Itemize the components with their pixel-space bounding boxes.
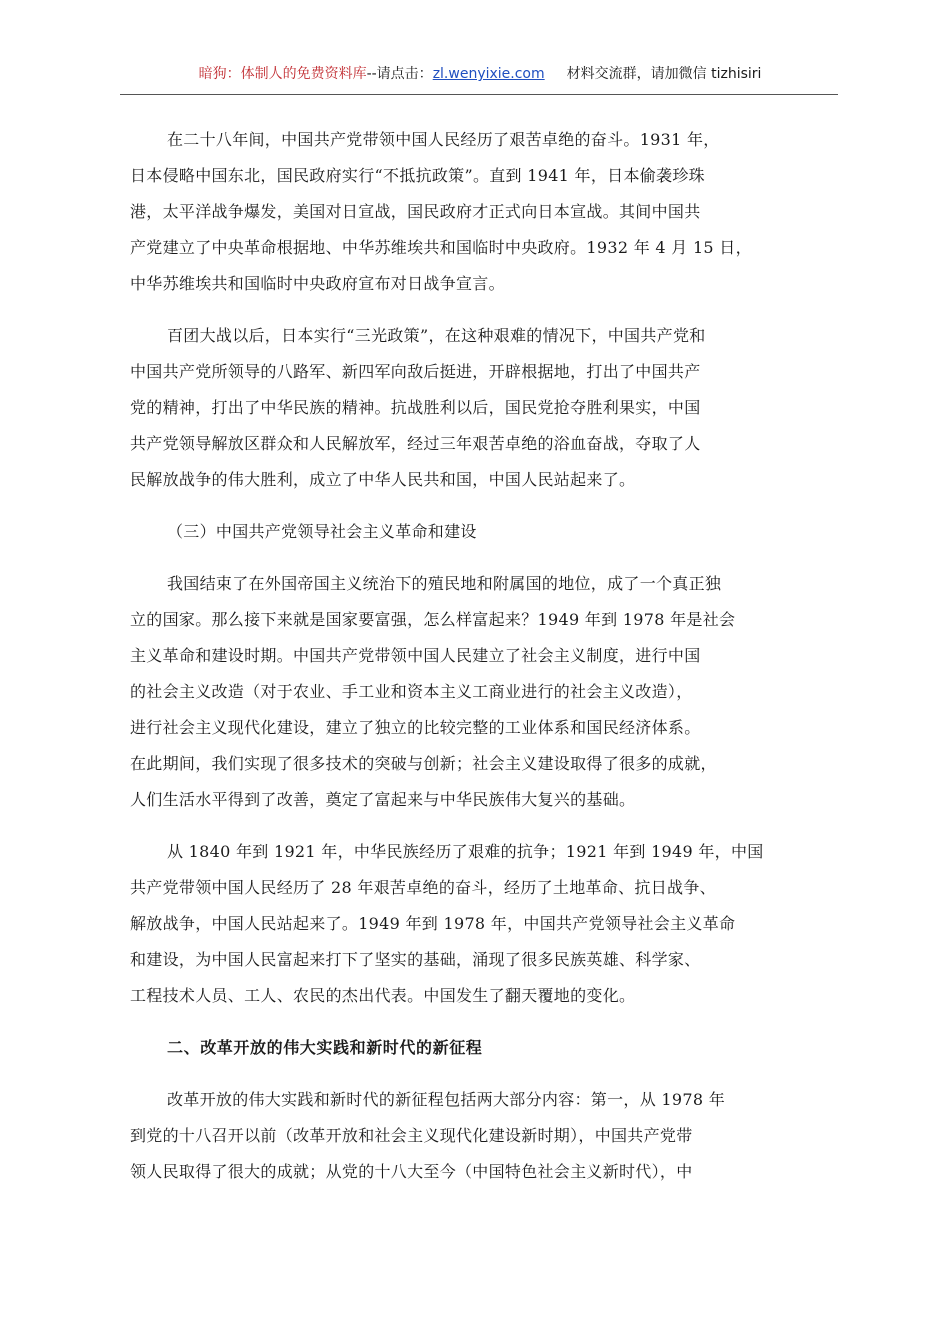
text-line: 和建设，为中国人民富起来打下了坚实的基础，涌现了很多民族英雄、科学家、 <box>130 950 701 969</box>
text-line: 人们生活水平得到了改善，奠定了富起来与中华民族伟大复兴的基础。 <box>130 790 636 809</box>
wechat-contact: 材料交流群，请加微信 tizhisiri <box>566 66 762 82</box>
document-body <box>130 122 830 1190</box>
text-line: 二、改革开放的伟大实践和新时代的新征程 <box>167 1038 483 1057</box>
text-line: 百团大战以后，日本实行“三光政策”，在这种艰难的情况下，中国共产党和 <box>167 326 706 345</box>
text-line: 共产党领导解放区群众和人民解放军，经过三年艰苦卓绝的浴血奋战，夺取了人 <box>130 434 701 453</box>
subsection-heading <box>130 514 830 550</box>
paragraph <box>130 566 830 818</box>
text-line: 工程技术人员、工人、农民的杰出代表。中国发生了翻天覆地的变化。 <box>130 986 636 1005</box>
paragraph-gap <box>130 550 830 566</box>
paragraph <box>130 1082 830 1190</box>
site-name: 暗狗：体制人的免费资料库 <box>198 66 367 82</box>
text-line: 日本侵略中国东北，国民政府实行“不抵抗政策”。直到 1941 年，日本偷袭珍珠 <box>130 166 705 185</box>
text-line: 港，太平洋战争爆发，美国对日宣战，国民政府才正式向日本宣战。其间中国共 <box>130 202 701 221</box>
text-line: 在二十八年间，中国共产党带领中国人民经历了艰苦卓绝的奋斗。1931 年， <box>167 130 720 149</box>
text-line: 我国结束了在外国帝国主义统治下的殖民地和附属国的地位，成了一个真正独 <box>167 574 722 593</box>
paragraph-gap <box>130 1066 830 1082</box>
paragraph-gap <box>130 1014 830 1030</box>
site-link[interactable]: zl.wenyixie.com <box>432 66 545 82</box>
text-line: 民解放战争的伟大胜利，成立了中华人民共和国，中国人民站起来了。 <box>130 470 636 489</box>
text-line: 立的国家。那么接下来就是国家要富强，怎么样富起来？1949 年到 1978 年是社会 <box>130 610 736 629</box>
paragraph-gap <box>130 302 830 318</box>
text-line: 改革开放的伟大实践和新时代的新征程包括两大部分内容：第一，从 1978 年 <box>167 1090 725 1109</box>
click-prompt: --请点击： <box>366 66 433 82</box>
text-line: 进行社会主义现代化建设，建立了独立的比较完整的工业体系和国民经济体系。 <box>130 718 701 737</box>
text-line: 主义革命和建设时期。中国共产党带领中国人民建立了社会主义制度，进行中国 <box>130 646 701 665</box>
paragraph <box>130 834 830 1014</box>
paragraph-gap <box>130 498 830 514</box>
text-line: 共产党带领中国人民经历了 28 年艰苦卓绝的奋斗，经历了土地革命、抗日战争、 <box>130 878 716 897</box>
page-header <box>120 64 840 84</box>
text-line: 从 1840 年到 1921 年，中华民族经历了艰难的抗争；1921 年到 1949 年，中国 <box>167 842 764 861</box>
text-line: 领人民取得了很大的成就；从党的十八大至今（中国特色社会主义新时代），中 <box>130 1162 693 1181</box>
section-heading <box>130 1030 830 1066</box>
text-line: 解放战争，中国人民站起来了。1949 年到 1978 年，中国共产党领导社会主义革命 <box>130 914 736 933</box>
paragraph <box>130 122 830 302</box>
text-line: 党的精神，打出了中华民族的精神。抗战胜利以后，国民党抢夺胜利果实，中国 <box>130 398 701 417</box>
text-line: 中华苏维埃共和国临时中央政府宣布对日战争宣言。 <box>130 274 505 293</box>
paragraph-gap <box>130 818 830 834</box>
header-divider <box>120 94 838 95</box>
text-line: 产党建立了中央革命根据地、中华苏维埃共和国临时中央政府。1932 年 4 月 15 日， <box>130 238 752 257</box>
paragraph <box>130 318 830 498</box>
text-line: 到党的十八召开以前（改革开放和社会主义现代化建设新时期），中国共产党带 <box>130 1126 693 1145</box>
text-line: 中国共产党所领导的八路军、新四军向敌后挺进，开辟根据地，打出了中国共产 <box>130 362 701 381</box>
text-line: 的社会主义改造（对于农业、手工业和资本主义工商业进行的社会主义改造）， <box>130 682 693 701</box>
text-line: 在此期间，我们实现了很多技术的突破与创新；社会主义建设取得了很多的成就， <box>130 754 717 773</box>
text-line: （三）中国共产党领导社会主义革命和建设 <box>167 522 477 541</box>
